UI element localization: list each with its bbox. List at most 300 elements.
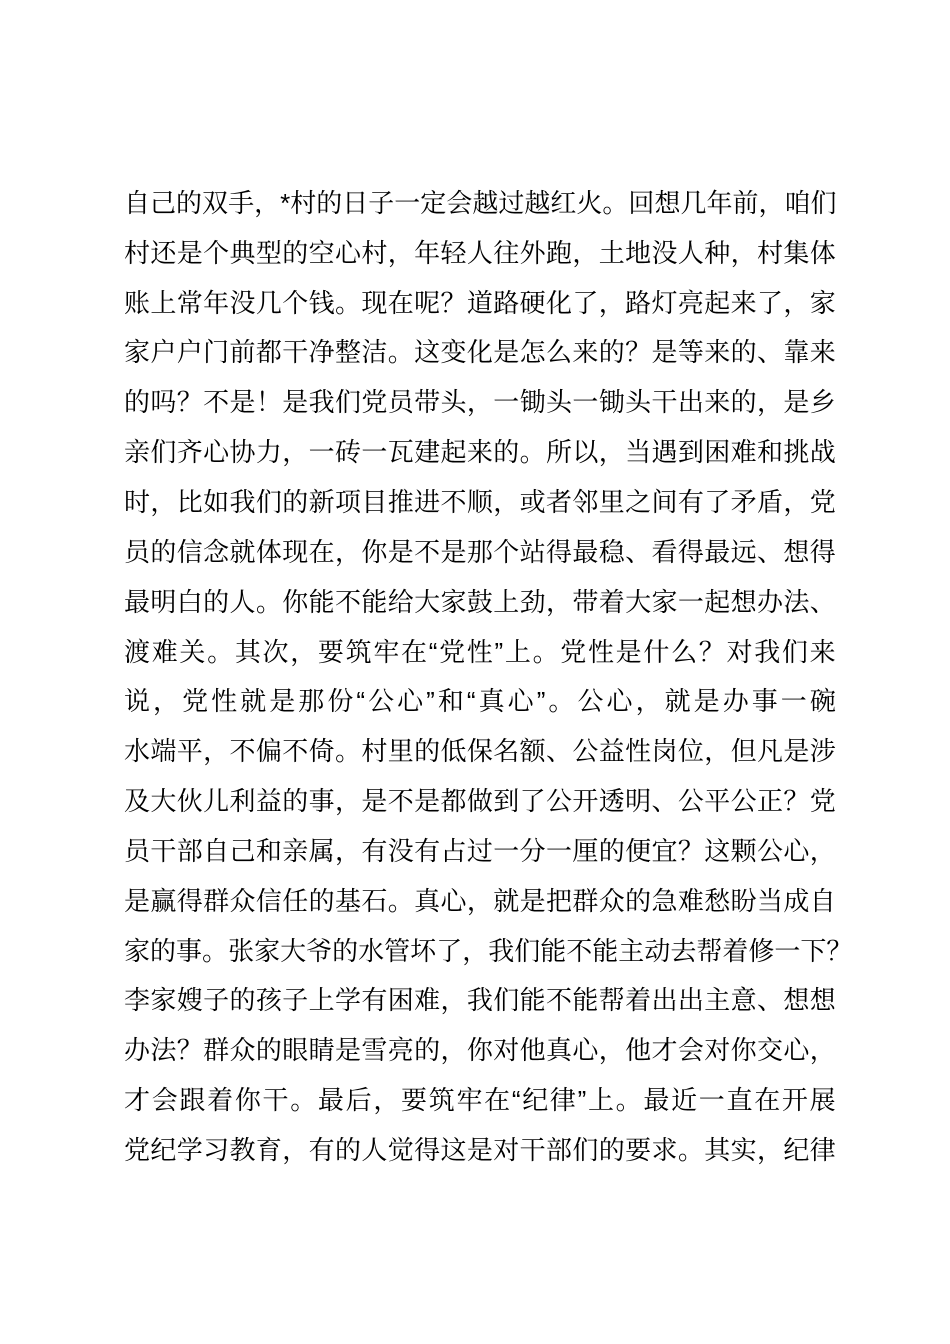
char: 上 bbox=[150, 287, 177, 318]
char: 党 bbox=[124, 1134, 151, 1165]
char: 有 bbox=[361, 985, 388, 1016]
char: “ bbox=[428, 636, 438, 667]
char: 实 bbox=[730, 1134, 757, 1165]
char: ？ bbox=[625, 337, 652, 368]
char: 党 bbox=[809, 486, 836, 517]
char: 前 bbox=[732, 187, 759, 218]
char: 手 bbox=[228, 187, 255, 218]
char: 门 bbox=[203, 337, 230, 368]
char: 的 bbox=[335, 1134, 362, 1165]
char: 纪 bbox=[522, 1085, 549, 1116]
char: 眼 bbox=[282, 1035, 309, 1066]
char: 来 bbox=[704, 387, 731, 418]
char: 进 bbox=[414, 486, 441, 517]
char: 村 bbox=[361, 736, 388, 767]
char: 一 bbox=[361, 437, 388, 468]
char: 帮 bbox=[696, 935, 723, 966]
char: 所 bbox=[546, 437, 573, 468]
char: 越 bbox=[524, 187, 551, 218]
char: 现 bbox=[282, 536, 309, 567]
char: 乡 bbox=[809, 387, 836, 418]
char: 公 bbox=[546, 786, 573, 817]
char: 或 bbox=[519, 486, 546, 517]
char: 干 bbox=[150, 835, 177, 866]
char: 这 bbox=[704, 835, 731, 866]
char: 的 bbox=[625, 885, 652, 916]
char: 能 bbox=[361, 586, 388, 617]
char: 坏 bbox=[410, 935, 437, 966]
char: 难 bbox=[730, 437, 757, 468]
char: 众 bbox=[598, 885, 625, 916]
char: 等 bbox=[677, 337, 704, 368]
char: 道 bbox=[466, 287, 493, 318]
char: ， bbox=[598, 437, 625, 468]
char: 的 bbox=[203, 586, 230, 617]
char: 锄 bbox=[598, 387, 625, 418]
char: 公 bbox=[677, 786, 704, 817]
char: 顺 bbox=[466, 486, 493, 517]
char: 。 bbox=[387, 337, 414, 368]
char: 念 bbox=[203, 536, 230, 567]
char: 便 bbox=[625, 835, 652, 866]
char: 一 bbox=[780, 686, 807, 717]
char: 一 bbox=[698, 1085, 725, 1116]
char: 新 bbox=[308, 486, 335, 517]
char: 地 bbox=[625, 237, 652, 268]
char: 之 bbox=[625, 486, 652, 517]
char: 一 bbox=[546, 835, 573, 866]
char: 还 bbox=[150, 237, 177, 268]
char: ， bbox=[440, 985, 467, 1016]
char: 跑 bbox=[546, 237, 573, 268]
char: 时 bbox=[124, 486, 151, 517]
char: 就 bbox=[664, 686, 691, 717]
char: 出 bbox=[677, 387, 704, 418]
char: 最 bbox=[124, 586, 151, 617]
char: ， bbox=[704, 736, 731, 767]
char: 干 bbox=[262, 1085, 289, 1116]
char: 协 bbox=[229, 437, 256, 468]
char: 党 bbox=[439, 636, 466, 667]
char: 往 bbox=[493, 237, 520, 268]
char: 前 bbox=[229, 337, 256, 368]
char: 想 bbox=[654, 187, 681, 218]
char: 。 bbox=[677, 1134, 704, 1165]
char: 目 bbox=[361, 486, 388, 517]
char: 不 bbox=[335, 586, 362, 617]
char: 跟 bbox=[179, 1085, 206, 1116]
char: 心 bbox=[606, 686, 633, 717]
char: 出 bbox=[677, 985, 704, 1016]
char: 是 bbox=[269, 686, 296, 717]
char: 教 bbox=[229, 1134, 256, 1165]
char: 想 bbox=[783, 536, 810, 567]
char: 嫂 bbox=[176, 985, 203, 1016]
char: 来 bbox=[809, 337, 836, 368]
char: 己 bbox=[229, 835, 256, 866]
text-line-11 bbox=[124, 676, 836, 726]
char: 当 bbox=[625, 437, 652, 468]
char: 干 bbox=[519, 1134, 546, 1165]
char: 的 bbox=[255, 1035, 282, 1066]
char: 做 bbox=[466, 786, 493, 817]
char: 自 bbox=[124, 187, 151, 218]
char: 们 bbox=[335, 387, 362, 418]
char: 人 bbox=[677, 237, 704, 268]
char: 我 bbox=[488, 935, 515, 966]
char: ” bbox=[536, 686, 546, 717]
char: 来 bbox=[466, 437, 493, 468]
char: 纪 bbox=[150, 1134, 177, 1165]
char: 凡 bbox=[757, 736, 784, 767]
char: 习 bbox=[203, 1134, 230, 1165]
char: 是 bbox=[176, 237, 203, 268]
char: 筑 bbox=[428, 1085, 455, 1116]
char: 家 bbox=[440, 586, 467, 617]
char: 不 bbox=[414, 536, 441, 567]
char: 么 bbox=[671, 636, 698, 667]
char: 着 bbox=[722, 935, 749, 966]
char: 律 bbox=[549, 1085, 576, 1116]
char: 一 bbox=[677, 586, 704, 617]
char: 是 bbox=[519, 885, 546, 916]
char: 。 bbox=[202, 935, 229, 966]
char: “ bbox=[356, 686, 366, 717]
char: 矛 bbox=[730, 486, 757, 517]
char: 要 bbox=[401, 1085, 428, 1116]
char: 没 bbox=[229, 287, 256, 318]
char: 齐 bbox=[176, 437, 203, 468]
char: 来 bbox=[572, 337, 599, 368]
char: 信 bbox=[255, 885, 282, 916]
char: 开 bbox=[572, 786, 599, 817]
char: 修 bbox=[748, 935, 775, 966]
char: 有 bbox=[361, 835, 388, 866]
char: 公 bbox=[368, 686, 395, 717]
char: 占 bbox=[440, 835, 467, 866]
char: 挑 bbox=[783, 437, 810, 468]
char: 在 bbox=[754, 1085, 781, 1116]
char: ， bbox=[466, 885, 493, 916]
char: 们 bbox=[810, 187, 837, 218]
char: 不 bbox=[546, 985, 573, 1016]
char: 有 bbox=[414, 835, 441, 866]
char: 保 bbox=[466, 736, 493, 767]
char: 、 bbox=[651, 786, 678, 817]
char: 就 bbox=[229, 536, 256, 567]
char: 吗 bbox=[150, 387, 177, 418]
text-line-14 bbox=[124, 826, 836, 876]
char: 火 bbox=[576, 187, 603, 218]
char: 党 bbox=[560, 636, 587, 667]
char: 着 bbox=[625, 985, 652, 1016]
char: 头 bbox=[440, 387, 467, 418]
char: 基 bbox=[335, 885, 362, 916]
char: 属 bbox=[308, 835, 335, 866]
char: 是 bbox=[124, 885, 151, 916]
char: 定 bbox=[420, 187, 447, 218]
char: 会 bbox=[446, 187, 473, 218]
char: 是 bbox=[493, 337, 520, 368]
char: ， bbox=[809, 1035, 836, 1066]
char: 带 bbox=[572, 586, 599, 617]
char: 你 bbox=[730, 1035, 757, 1066]
char: 的 bbox=[316, 187, 343, 218]
char: 员 bbox=[387, 387, 414, 418]
char: ， bbox=[150, 486, 177, 517]
char: ， bbox=[282, 1134, 309, 1165]
char: 意 bbox=[730, 985, 757, 1016]
char: 的 bbox=[730, 337, 757, 368]
char: 个 bbox=[493, 536, 520, 567]
char: 都 bbox=[440, 786, 467, 817]
char: 比 bbox=[176, 486, 203, 517]
char: 心 bbox=[783, 835, 810, 866]
text-line-5 bbox=[124, 377, 836, 427]
char: 益 bbox=[255, 786, 282, 817]
text-line-19 bbox=[124, 1075, 836, 1125]
char: 着 bbox=[207, 1085, 234, 1116]
char: ？ bbox=[440, 287, 467, 318]
char: 性 bbox=[466, 636, 493, 667]
char: 化 bbox=[466, 337, 493, 368]
char: 化 bbox=[546, 287, 573, 318]
char: 端 bbox=[150, 736, 177, 767]
char: 律 bbox=[809, 1134, 836, 1165]
char: ， bbox=[546, 586, 573, 617]
char: 上 bbox=[308, 985, 335, 1016]
char: 对 bbox=[493, 1035, 520, 1066]
char: 上 bbox=[493, 586, 520, 617]
char: 了 bbox=[519, 786, 546, 817]
char: 是 bbox=[282, 387, 309, 418]
char: 次 bbox=[262, 636, 289, 667]
char: 。 bbox=[335, 736, 362, 767]
char: 子 bbox=[282, 985, 309, 1016]
char: 着 bbox=[598, 586, 625, 617]
char: 这 bbox=[414, 337, 441, 368]
char: 。 bbox=[519, 437, 546, 468]
char: 说 bbox=[124, 686, 151, 717]
char: 真 bbox=[414, 885, 441, 916]
char: 一 bbox=[308, 437, 335, 468]
char: 赢 bbox=[150, 885, 177, 916]
char: 成 bbox=[783, 885, 810, 916]
char: 众 bbox=[229, 1035, 256, 1066]
char: 钱 bbox=[308, 287, 335, 318]
char: 。 bbox=[335, 287, 362, 318]
char: 正 bbox=[757, 786, 784, 817]
char: 亮 bbox=[387, 1035, 414, 1066]
char: 开 bbox=[781, 1085, 808, 1116]
char: ？ bbox=[826, 935, 853, 966]
char: 如 bbox=[203, 486, 230, 517]
char: 亲 bbox=[124, 437, 151, 468]
char: 儿 bbox=[203, 786, 230, 817]
text-line-4 bbox=[124, 328, 836, 378]
char: 学 bbox=[335, 985, 362, 1016]
char: 想 bbox=[809, 985, 836, 1016]
char: 难 bbox=[414, 985, 441, 1016]
char: 牢 bbox=[373, 636, 400, 667]
char: 个 bbox=[203, 237, 230, 268]
char: 公 bbox=[577, 686, 604, 717]
char: 什 bbox=[643, 636, 670, 667]
char: 的 bbox=[124, 387, 151, 418]
char: 一 bbox=[572, 387, 599, 418]
char: 们 bbox=[572, 1134, 599, 1165]
char: 众 bbox=[229, 885, 256, 916]
char: 上 bbox=[587, 1085, 614, 1116]
char: 一 bbox=[493, 387, 520, 418]
char: 站 bbox=[519, 536, 546, 567]
char: 、 bbox=[757, 536, 784, 567]
char: 头 bbox=[546, 387, 573, 418]
char: 过 bbox=[466, 835, 493, 866]
char: 大 bbox=[414, 586, 441, 617]
char: 几 bbox=[680, 187, 707, 218]
char: 的 bbox=[730, 387, 757, 418]
char: 的 bbox=[150, 536, 177, 567]
char: ， bbox=[462, 935, 489, 966]
char: 就 bbox=[240, 686, 267, 717]
char: 的 bbox=[282, 237, 309, 268]
char: 来 bbox=[704, 337, 731, 368]
char: ， bbox=[466, 387, 493, 418]
char: 劲 bbox=[519, 586, 546, 617]
char: 法 bbox=[150, 1035, 177, 1066]
char: 是 bbox=[651, 337, 678, 368]
char: 事 bbox=[751, 686, 778, 717]
char: 靠 bbox=[783, 337, 810, 368]
char: 伙 bbox=[176, 786, 203, 817]
char: 大 bbox=[150, 786, 177, 817]
char: 后 bbox=[345, 1085, 372, 1116]
char: 名 bbox=[493, 736, 520, 767]
char: 型 bbox=[255, 237, 282, 268]
char: 户 bbox=[150, 337, 177, 368]
char: 位 bbox=[677, 736, 704, 767]
char: ， bbox=[282, 437, 309, 468]
char: 家 bbox=[809, 287, 836, 318]
char: 者 bbox=[546, 486, 573, 517]
char: 心 bbox=[783, 1035, 810, 1066]
char: 。 bbox=[290, 1085, 317, 1116]
char: 都 bbox=[255, 337, 282, 368]
char: ， bbox=[783, 287, 810, 318]
text-line-15 bbox=[124, 876, 836, 926]
char: 主 bbox=[618, 935, 645, 966]
char: 是 bbox=[783, 736, 810, 767]
char: 直 bbox=[726, 1085, 753, 1116]
char: 年 bbox=[414, 237, 441, 268]
char: 当 bbox=[757, 885, 784, 916]
char: 纪 bbox=[783, 1134, 810, 1165]
char: 了 bbox=[572, 287, 599, 318]
char: 但 bbox=[730, 736, 757, 767]
char: 会 bbox=[677, 1035, 704, 1066]
char: 困 bbox=[387, 985, 414, 1016]
char: 间 bbox=[651, 486, 678, 517]
char: 。 bbox=[255, 586, 282, 617]
char: 能 bbox=[572, 985, 599, 1016]
char: 家 bbox=[254, 935, 281, 966]
char: 及 bbox=[124, 786, 151, 817]
char: 白 bbox=[176, 586, 203, 617]
char: 愁 bbox=[704, 885, 731, 916]
char: 、 bbox=[625, 536, 652, 567]
char: 心 bbox=[572, 1035, 599, 1066]
char: 才 bbox=[651, 1035, 678, 1066]
char: 要 bbox=[317, 636, 344, 667]
char: 亲 bbox=[282, 835, 309, 866]
char: 筑 bbox=[345, 636, 372, 667]
char: 年 bbox=[706, 187, 733, 218]
char: 群 bbox=[203, 885, 230, 916]
char: 和 bbox=[255, 835, 282, 866]
char: 是 bbox=[440, 536, 467, 567]
char: ， bbox=[493, 486, 520, 517]
char: 家 bbox=[124, 935, 151, 966]
char: 想 bbox=[783, 985, 810, 1016]
char: 在 bbox=[308, 536, 335, 567]
char: 鼓 bbox=[466, 586, 493, 617]
text-line-18 bbox=[124, 1025, 836, 1075]
char: 有 bbox=[308, 1134, 335, 1165]
char: ， bbox=[758, 187, 785, 218]
char: 是 bbox=[229, 387, 256, 418]
char: 干 bbox=[282, 337, 309, 368]
char: 他 bbox=[625, 1035, 652, 1066]
char: 对 bbox=[493, 1134, 520, 1165]
char: 。 bbox=[602, 187, 629, 218]
text-line-6 bbox=[124, 427, 836, 477]
char: ？ bbox=[176, 1035, 203, 1066]
text-line-10 bbox=[124, 627, 836, 677]
char: ” bbox=[494, 636, 504, 667]
char: 得 bbox=[809, 536, 836, 567]
char: 路 bbox=[493, 287, 520, 318]
char: 最 bbox=[643, 1085, 670, 1116]
char: 盼 bbox=[730, 885, 757, 916]
char: 这 bbox=[440, 1134, 467, 1165]
char: 一 bbox=[493, 835, 520, 866]
char: 人 bbox=[361, 1134, 388, 1165]
char: 轻 bbox=[440, 237, 467, 268]
char: 村 bbox=[361, 237, 388, 268]
char: ？ bbox=[783, 786, 810, 817]
char: 办 bbox=[124, 1035, 151, 1066]
char: 。 bbox=[615, 1085, 642, 1116]
char: 村 bbox=[757, 237, 784, 268]
char: 推 bbox=[387, 486, 414, 517]
char: 年 bbox=[203, 287, 230, 318]
char: 动 bbox=[644, 935, 671, 966]
char: 党 bbox=[361, 387, 388, 418]
char: ， bbox=[387, 237, 414, 268]
char: 益 bbox=[598, 736, 625, 767]
char: 是 bbox=[361, 786, 388, 817]
char: 越 bbox=[472, 187, 499, 218]
char: ！ bbox=[255, 387, 282, 418]
char: 盾 bbox=[757, 486, 784, 517]
char: 过 bbox=[498, 187, 525, 218]
char: 子 bbox=[203, 985, 230, 1016]
char: 村 bbox=[124, 237, 151, 268]
char: 。 bbox=[532, 636, 559, 667]
char: 办 bbox=[722, 686, 749, 717]
char: 难 bbox=[677, 885, 704, 916]
